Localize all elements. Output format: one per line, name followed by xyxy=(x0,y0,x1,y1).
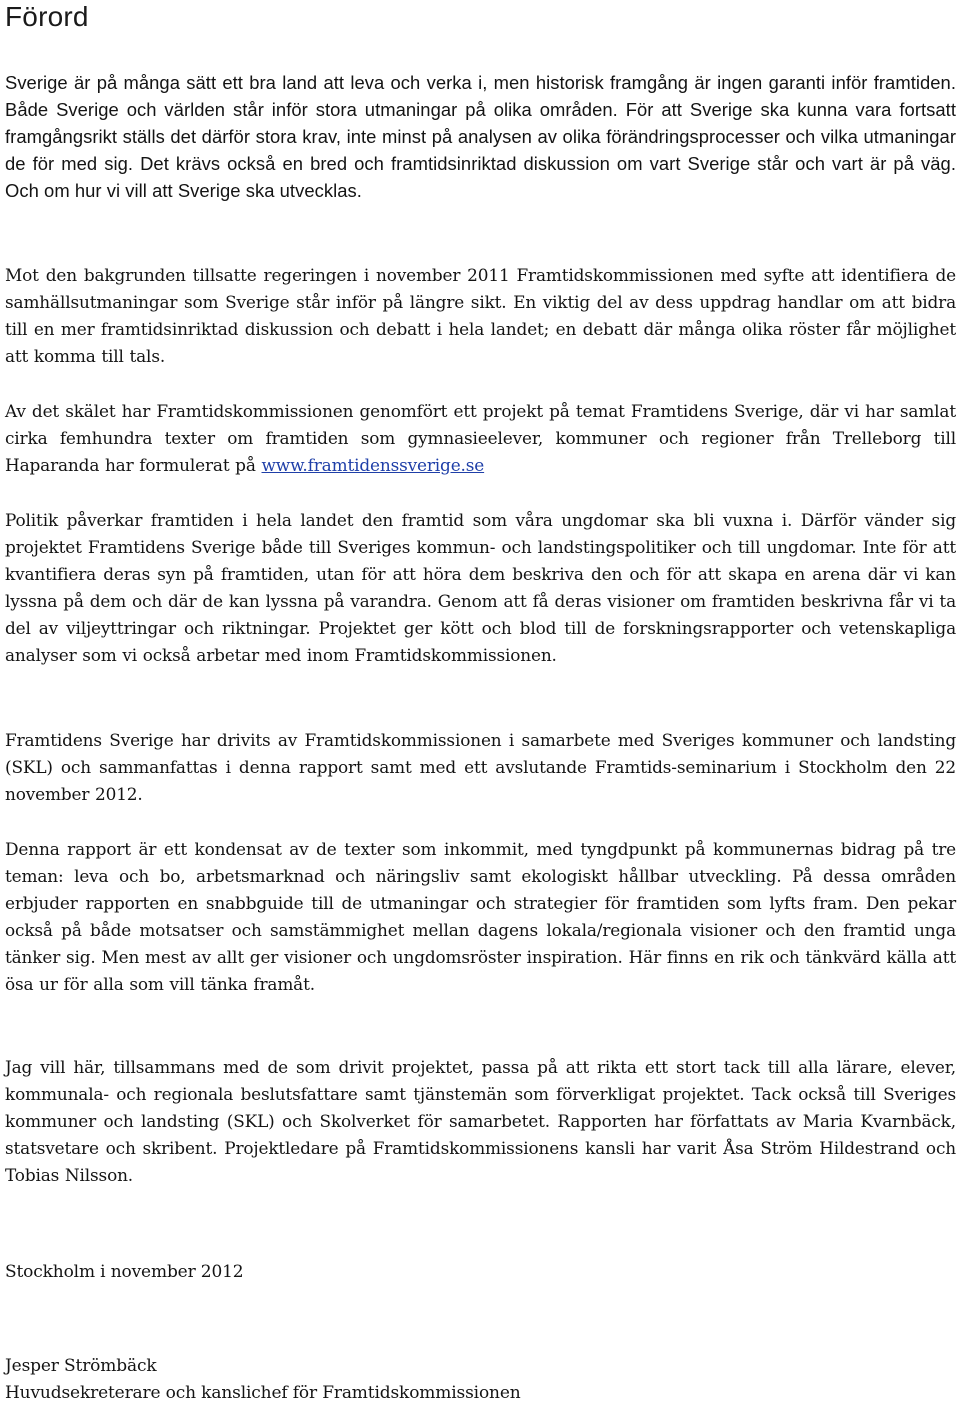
framtidenssverige-link[interactable]: www.framtidenssverige.se xyxy=(261,455,485,476)
page-title: Förord xyxy=(5,1,89,32)
intro-paragraph: Sverige är på många sätt ett bra land att leva och verka i, men historisk framgång är ingen garanti inför framtiden. Både Sverige och världen står inför stora utmaningar på olika områden. För att Sverige ska kunna vara fortsatt framgångsrikt ställs det därför stora krav, inte minst på analysen av olika förändringsprocesser och vilka utmaningar de för med sig. Det krävs också en bred och framtidsinriktad diskussion om vart Sverige står och vart är på väg. Och om hur vi vill att Sverige ska utvecklas. xyxy=(5,72,956,202)
acknowledgements-paragraph: Jag vill här, tillsammans med de som drivit projektet, passa på att rikta ett stort tack till alla lärare, elever, kommunala- och regionala beslutsfattare samt tjänstemän som förverkligat projektet. Tack också till Sveriges kommuner och landsting (SKL) och Skolverket för samarbetet. Rapporten har författats av Maria Kvarnbäck, statsvetare och skribent. Projektledare på Framtidskommissionens kansli har varit Åsa Ström Hildestrand och Tobias Nilsson. xyxy=(5,1057,956,1186)
signature-name: Jesper Strömbäck xyxy=(5,1356,157,1376)
project-paragraph-text: Av det skälet har Framtidskommissionen genomfört ett projekt på temat Framtidens Sverige, där vi har samlat cirka femhundra texter om framtiden som gymnasieelever, kommuner och regioner från Trelleborg till Haparanda har formulerat på xyxy=(5,401,956,476)
politics-paragraph: Politik påverkar framtiden i hela landet den framtid som våra ungdomar ska bli vuxna i. Därför vänder sig projektet Framtidens Sverige både till Sveriges kommun- och landstingspolitiker och till ungdomar. Inte för att kvantifiera deras syn på framtiden, utan för att höra dem beskriva den och för att skapa en arena där vi kan lyssna på dem och där de kan lyssna på varandra. Genom att få deras visioner om framtiden beskrivna får vi ta del av viljeyttringar och riktningar. Projektet ger kött och blod till de forskningsrapporter och vetenskapliga analyser som vi också arbetar med inom Framtidskommissionen. xyxy=(5,510,956,666)
background-paragraph: Mot den bakgrunden tillsatte regeringen i november 2011 Framtidskommissionen med syfte att identifiera de samhällsutmaningar som Sverige står inför på längre sikt. En viktig del av dess uppdrag handlar om att bidra till en mer framtidsinriktad diskussion och debatt i hela landet; en debatt där många olika röster får möjlighet att komma till tals. xyxy=(5,265,956,367)
place-date: Stockholm i november 2012 xyxy=(5,1262,244,1282)
collaboration-paragraph: Framtidens Sverige har drivits av Framtidskommissionen i samarbete med Sveriges kommuner och landsting (SKL) och sammanfattas i denna rapport samt med ett avslutande Framtids-seminarium i Stockholm den 22 november 2012. xyxy=(5,730,956,805)
report-summary-paragraph: Denna rapport är ett kondensat av de texter som inkommit, med tyngdpunkt på kommunernas bidrag på tre teman: leva och bo, arbetsmarknad och näringsliv samt ekologiskt hållbar utveckling. På dessa områden erbjuder rapporten en snabbguide till de utmaningar och strategier för framtiden som lyfts fram. Den pekar också på både motsatser och samstämmighet mellan dagens lokala/regionala visioner och den framtid unga tänker sig. Men mest av allt ger visioner och ungdomsröster inspiration. Här finns en rik och tänkvärd källa att ösa ur för alla som vill tänka framåt. xyxy=(5,839,956,995)
signature-role: Huvudsekreterare och kanslichef för Framtidskommissionen xyxy=(5,1383,521,1403)
project-paragraph xyxy=(5,398,956,479)
